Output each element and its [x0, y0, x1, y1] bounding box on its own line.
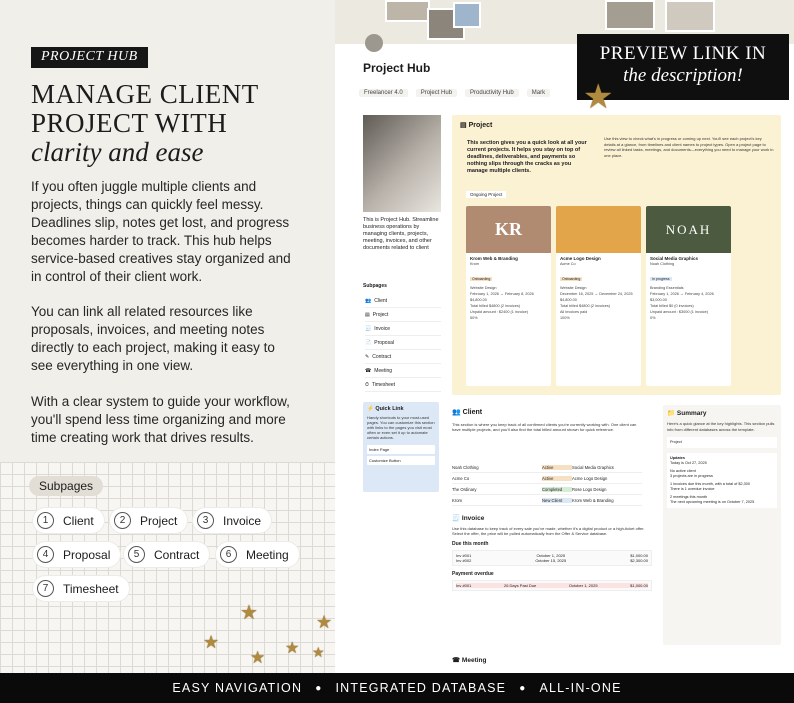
- moodboard-photo: [665, 0, 715, 32]
- card-title: Social Media Graphics: [650, 256, 699, 261]
- table-row[interactable]: [456, 558, 648, 563]
- updates-invoice: 1 invoices due this month, with a total of $2,300: [670, 482, 750, 486]
- project-section-desc: This section gives you a quick look at all your current projects. It helps you stay on top of deadlines, deliverables, and payments so nothing slips through the cracks as you manage multiple clients.: [467, 140, 587, 174]
- project-section: [452, 115, 781, 395]
- moodboard-photo: [453, 2, 481, 28]
- client-section: [452, 405, 652, 513]
- headline-line-3: clarity and ease: [31, 137, 204, 167]
- summary-updates: [667, 453, 777, 508]
- quick-link-desc: Handy shortcuts to your most-used pages. You can customize this section with links to the pages you visit most often or even set it up to automate certain actions.: [367, 415, 435, 440]
- meeting-section-title: [452, 656, 486, 664]
- folder-icon: 📁: [667, 410, 676, 417]
- overdue-badge: 26 Days Past Due: [503, 583, 537, 588]
- due-this-month-toggle[interactable]: Due this month: [452, 541, 489, 547]
- banner-line-1: PREVIEW LINK IN: [599, 43, 767, 64]
- card-payment: Total billed $4800 (2 invoices): [470, 304, 521, 308]
- invoice-amount: $1,000.00: [630, 583, 648, 588]
- preview-page-title: Project Hub: [363, 61, 431, 75]
- invoice-amount: $2,300.00: [630, 558, 648, 563]
- sidebar-item-label: Contract: [372, 353, 392, 360]
- subpage-chip-contract[interactable]: [124, 542, 209, 567]
- separator-dot: ●: [315, 682, 323, 694]
- table-row[interactable]: [456, 583, 648, 588]
- hub-cover-image: [363, 115, 441, 212]
- quick-link-title: [367, 406, 435, 412]
- headline: [31, 80, 259, 167]
- client-section-desc: This section is where you keep track of all confirmed clients you're currently working with. One client can have multiple projects, and you'll also find the total billed amount shown for quick reference.: [452, 422, 637, 432]
- workspace-tabs: [359, 89, 550, 97]
- project-card[interactable]: [466, 206, 551, 386]
- card-unpaid: Unpaid amount : $2400 (1 invoice): [470, 310, 529, 314]
- tab-freelancer[interactable]: Freelancer 4.0: [359, 89, 408, 97]
- sidebar-item-meeting[interactable]: [365, 364, 441, 378]
- number-badge: 1: [37, 512, 54, 529]
- workflow-paragraph: With a clear system to guide your workflow, you'll spend less time organizing and more time creating work that drives results.: [31, 394, 290, 445]
- card-status-badge: Onboarding: [562, 277, 581, 281]
- customize-button[interactable]: Customize Button: [367, 456, 435, 465]
- moodboard-photo: [605, 0, 655, 30]
- due-table: [452, 550, 652, 566]
- card-progress: 50%: [470, 316, 478, 320]
- client-icon: 👥: [452, 409, 461, 416]
- proposal-icon: 📄: [365, 339, 372, 346]
- subpage-chip-client[interactable]: [33, 508, 104, 533]
- banner-line-2: the description!: [623, 65, 743, 86]
- status-badge: New Client: [542, 498, 572, 503]
- invoice-icon: 🧾: [452, 515, 461, 522]
- gold-star-icon: ★: [240, 602, 258, 624]
- summary-project-tab[interactable]: Project: [667, 437, 777, 448]
- chip-label: Contract: [154, 547, 200, 562]
- sidebar-item-label: Client: [374, 297, 388, 304]
- subpages-label: Subpages: [29, 476, 103, 496]
- sidebar-item-label: Proposal: [374, 339, 394, 346]
- sidebar-item-label: Project: [372, 311, 389, 318]
- feature-all-in-one: ALL-IN-ONE: [539, 681, 622, 695]
- status-badge: Active: [542, 465, 572, 470]
- page-icon: [365, 34, 383, 52]
- invoice-section-desc: Use this database to keep track of every sale you've made, whether it's a digital product or a high-ticket offer. Select the offer, the price will be pulled automatically from the Offer & Service database.: [452, 526, 645, 536]
- card-type: Branding Essentials: [650, 286, 684, 290]
- card-amount: $3,000.00: [650, 298, 667, 302]
- invoice-number: Inv #002: [456, 558, 472, 563]
- subpage-chip-proposal[interactable]: [33, 542, 120, 567]
- card-client: Noah Clothing: [650, 262, 675, 266]
- number-badge: 5: [128, 546, 145, 563]
- template-preview: [335, 0, 794, 673]
- number-badge: 6: [220, 546, 237, 563]
- quick-link-title-text: Quick Link: [375, 406, 404, 412]
- invoice-number: Inv #001: [456, 553, 472, 558]
- client-name: The Ordinary: [452, 487, 477, 492]
- card-title: Krom Web & Branding: [470, 256, 518, 261]
- sidebar-item-invoice[interactable]: [365, 322, 441, 336]
- headline-line-1: MANAGE CLIENT: [31, 79, 259, 109]
- client-project: Social Media Graphics: [572, 465, 614, 470]
- card-title: Acme Logo Design: [560, 256, 601, 261]
- project-section-desc-2: Use this view to check what's in progress or coming up next. You'll see each project's key details at a glance, from timelines and client names to project types. Open a project page to review all linked tasks, meetings, and documents—everything you need to manage your work in one place.: [604, 136, 774, 158]
- chip-label: Invoice: [223, 513, 262, 528]
- chip-label: Timesheet: [63, 581, 119, 596]
- project-title-text: Project: [468, 122, 493, 129]
- invoice-icon: 🧾: [365, 325, 372, 332]
- status-badge: Completed: [542, 487, 572, 492]
- card-type: Website Design: [560, 286, 587, 290]
- client-name: Acme Co: [452, 476, 470, 481]
- invoice-date: October 1, 2025: [536, 553, 566, 558]
- table-row[interactable]: [452, 496, 642, 506]
- meeting-title-text: Meeting: [461, 657, 487, 664]
- client-name: Noah Clothing: [452, 465, 479, 470]
- card-payment: Total billed $4800 (2 invoices): [560, 304, 611, 308]
- card-cover: KR: [466, 206, 551, 253]
- card-cover: [556, 206, 641, 253]
- card-payment: Total billed $0 (0 invoices): [650, 304, 694, 308]
- invoice-title-text: Invoice: [461, 515, 485, 522]
- sidebar-item-contract[interactable]: [365, 350, 441, 364]
- feature-integrated-database: INTEGRATED DATABASE: [335, 681, 507, 695]
- card-status-badge: In progress: [652, 277, 670, 281]
- feature-easy-navigation: EASY NAVIGATION: [172, 681, 303, 695]
- chip-label: Meeting: [246, 547, 289, 562]
- number-badge: 2: [114, 512, 131, 529]
- card-dates: February 1, 2026 → February 4, 2026: [650, 292, 714, 296]
- gold-star-icon: ★: [285, 640, 300, 657]
- invoice-section-title: [452, 514, 652, 522]
- subpage-chip-timesheet[interactable]: [33, 576, 129, 601]
- phone-icon: ☎: [452, 657, 461, 664]
- updates-overdue: There is 1 overdue invoice: [670, 487, 715, 491]
- updates-meeting: 2 meetings this month: [670, 495, 708, 499]
- index-page-button[interactable]: Index Page: [367, 445, 435, 454]
- quick-link-box: [363, 402, 439, 492]
- sidebar-item-project[interactable]: [365, 308, 441, 322]
- number-badge: 3: [197, 512, 214, 529]
- number-badge: 7: [37, 580, 54, 597]
- gold-star-icon: ★: [316, 612, 333, 632]
- project-card[interactable]: [556, 206, 641, 386]
- sidebar-item-label: Meeting: [374, 367, 393, 374]
- left-panel: [0, 0, 335, 673]
- chip-label: Proposal: [63, 547, 111, 562]
- sidebar-subpage-list: [365, 294, 441, 392]
- summary-desc: Here's a quick glance at the key highlights. This section pulls info from different databases across the template.: [667, 421, 775, 432]
- card-client: Krom: [470, 262, 480, 266]
- summary-title-text: Summary: [676, 410, 707, 417]
- client-project: Krom Web & Branding: [572, 498, 614, 503]
- ongoing-project-view-tab[interactable]: Ongoing Project: [466, 191, 506, 198]
- project-icon: ▤: [365, 311, 370, 318]
- intro-paragraph: If you often juggle multiple clients and projects, things can quickly feel messy. Deadlines slip, notes get lost, and progress becomes harder to track. This hub helps service-based creatives stay organized and in control of their client work.: [31, 179, 291, 284]
- card-status-badge: Onboarding: [472, 277, 491, 281]
- invoice-section: [452, 514, 652, 654]
- card-unpaid: Unpaid amount : $3000 (1 invoice): [650, 310, 709, 314]
- card-cover: NOAH: [646, 206, 731, 253]
- project-icon: ▤: [460, 122, 467, 129]
- tab-mark[interactable]: Mark: [527, 89, 550, 97]
- overdue-table: [452, 580, 652, 591]
- lightning-icon: ⚡: [367, 406, 374, 412]
- subpage-chip-invoice[interactable]: [193, 508, 271, 533]
- client-project: Rose Logo Design: [572, 487, 607, 492]
- gold-star-icon: ★: [203, 632, 220, 652]
- sidebar-subpages-label: Subpages: [363, 283, 387, 289]
- sidebar-item-client[interactable]: [365, 294, 441, 308]
- invoice-date: October 15, 2025: [535, 558, 567, 563]
- card-dates: December 16, 2025 → December 24, 2025: [560, 292, 633, 296]
- summary-panel: [663, 405, 781, 645]
- number-badge: 4: [37, 546, 54, 563]
- updates-date: Today is Oct 27, 2025: [670, 461, 707, 465]
- card-progress: 100%: [560, 316, 570, 320]
- table-row[interactable]: [452, 485, 642, 495]
- summary-title: [667, 409, 777, 417]
- card-progress: 0%: [650, 316, 656, 320]
- subpage-chip-project[interactable]: [110, 508, 187, 533]
- invoice-amount: $1,000.00: [630, 553, 648, 558]
- updates-next-meeting: The next upcoming meeting is on October 7, 2025: [670, 500, 755, 504]
- meeting-icon: ☎: [365, 367, 372, 374]
- table-row[interactable]: [452, 474, 642, 484]
- card-dates: February 1, 2026 → February 8, 2026: [470, 292, 534, 296]
- invoice-number: Inv #001: [456, 583, 472, 588]
- card-unpaid: All invoices paid: [560, 310, 588, 314]
- sidebar-item-label: Invoice: [374, 325, 391, 332]
- sidebar-item-proposal[interactable]: [365, 336, 441, 350]
- project-section-title: [460, 121, 492, 129]
- gold-star-icon: ★: [312, 644, 325, 660]
- contract-icon: ✎: [365, 353, 370, 360]
- chip-label: Client: [63, 513, 94, 528]
- gold-star-icon: ★: [250, 648, 266, 667]
- moodboard-photo: [385, 0, 430, 22]
- sidebar-item-label: Timesheet: [371, 381, 396, 388]
- status-badge: Active: [542, 476, 572, 481]
- invoice-date: October 1, 2025: [568, 583, 598, 588]
- link-paragraph: You can link all related resources like proposals, invoices, and meeting notes directly to each project, making it easy to see everything in one view.: [31, 304, 275, 373]
- client-name: Krom: [452, 498, 463, 503]
- timesheet-icon: ⏱: [365, 381, 369, 388]
- client-title-text: Client: [462, 409, 483, 416]
- updates-client: No active client: [670, 469, 696, 473]
- table-row[interactable]: [452, 463, 642, 473]
- card-amount: $4,800.00: [470, 298, 487, 302]
- card-amount: $4,800.00: [560, 298, 577, 302]
- client-icon: 👥: [365, 297, 372, 304]
- gold-star-icon: ★: [583, 78, 614, 116]
- card-type: Website Design: [470, 286, 497, 290]
- project-card[interactable]: [646, 206, 731, 386]
- project-hub-tag: PROJECT HUB: [31, 47, 148, 68]
- hub-description: This is Project Hub. Streamline business operations by managing clients, projects, meeting, invoices, and other documents related to client: [363, 217, 439, 251]
- sidebar-item-timesheet[interactable]: [365, 378, 441, 392]
- feature-bar: [0, 673, 794, 703]
- separator-dot: ●: [519, 682, 527, 694]
- tab-productivity-hub[interactable]: Productivity Hub: [465, 89, 519, 97]
- updates-label: Updates: [670, 456, 685, 460]
- card-client: Acme Co: [560, 262, 576, 266]
- chip-label: Project: [140, 513, 178, 528]
- client-project: Acme Logo Design: [572, 476, 608, 481]
- tab-project-hub[interactable]: Project Hub: [416, 89, 457, 97]
- updates-projects: 3 projects are in progress: [670, 474, 713, 478]
- subpage-chip-meeting[interactable]: [216, 542, 299, 567]
- client-section-title: [452, 408, 482, 416]
- payment-overdue-toggle[interactable]: Payment overdue: [452, 571, 494, 577]
- headline-line-2: PROJECT WITH: [31, 108, 228, 138]
